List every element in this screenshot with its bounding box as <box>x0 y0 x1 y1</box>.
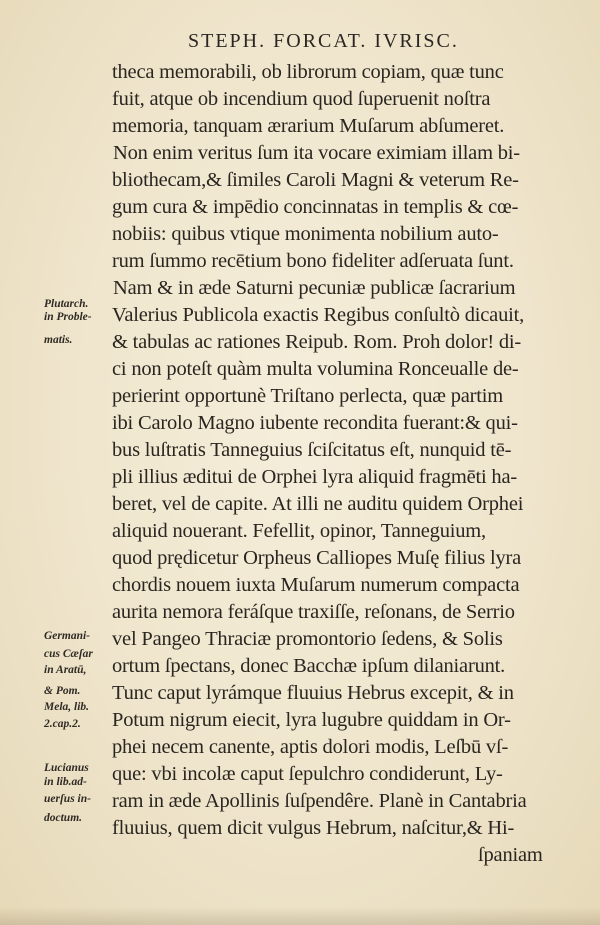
text-line: perierint opportunè Triſtano perlecta, quæ partim <box>112 385 504 407</box>
text-line: bliothecam,& ſimiles Caroli Magni & veterum Re- <box>112 169 519 191</box>
text-line: Tunc caput lyrámque fluuius Hebrus excepit, & in <box>112 682 514 704</box>
text-line: vel Pangeo Thraciæ promontorio ſedens, & Solis <box>112 628 503 650</box>
text-line: aliquid nouerant. Fefellit, opinor, Tanneguium, <box>112 520 486 542</box>
text-line: Non enim veritus ſum ita vocare eximiam illam bi- <box>113 142 520 164</box>
marginal-note: Mela, lib. <box>44 701 90 713</box>
marginal-note: Lucianus <box>44 762 89 774</box>
text-line: & tabulas ac rationes Reipub. Rom. Proh dolor! di- <box>112 331 522 353</box>
text-line: theca memorabili, ob librorum copiam, quæ tunc <box>112 61 504 83</box>
text-line: que: vbi incolæ caput ſepulchro condiderunt, Ly- <box>112 763 503 785</box>
text-line: bus luſtratis Tanneguius ſciſcitatus eſt, nunquid tē- <box>112 439 512 461</box>
text-line: fuit, atque ob incendium quod ſuperuenit noſtra <box>112 88 491 110</box>
text-line: beret, vel de capite. At illi ne auditu quidem Orphei <box>112 493 524 515</box>
text-line: ibi Carolo Magno iubente recondita fuerant:& qui- <box>112 412 518 434</box>
marginal-note: 2.cap.2. <box>44 718 81 730</box>
marginal-note: uerſus in- <box>44 793 91 805</box>
marginal-note: doctum. <box>44 812 83 824</box>
text-line: memoria, tanquam ærarium Muſarum abſumeret. <box>112 115 505 137</box>
marginal-note: cus Cæſar <box>44 648 93 660</box>
text-line: ortum ſpectans, donec Bacchæ ipſum dilaniarunt. <box>112 655 506 677</box>
marginal-note: in Proble- <box>44 311 92 323</box>
text-line: phei necem canente, aptis dolori modis, Leſbū vſ- <box>112 736 509 758</box>
text-line: fluuius, quem dicit vulgus Hebrum, naſcitur,& Hi- <box>112 817 515 839</box>
marginal-note: in Aratū, <box>44 664 87 676</box>
text-line: chordis nouem iuxta Muſarum numerum compacta <box>112 574 520 596</box>
marginal-note: Plutarch. <box>44 298 89 310</box>
text-line: Potum nigrum eiecit, lyra lugubre quiddam in Or- <box>112 709 511 731</box>
text-line: ci non poteſt quàm multa volumina Ronceualle de- <box>112 358 519 380</box>
page-edge-shadow <box>0 907 600 925</box>
marginal-note: matis. <box>44 334 73 346</box>
catchword: ſpaniam <box>478 844 543 866</box>
marginal-note: Germani- <box>44 630 90 642</box>
text-line: rum ſummo recētium bono fideliter adſeruata ſunt. <box>112 250 514 272</box>
text-line: nobiis: quibus vtique monimenta nobilium auto- <box>112 223 499 245</box>
running-head: STEPH. FORCAT. IVRISC. <box>188 30 459 52</box>
text-line: aurita nemora feráſque traxiſſe, reſonans, de Serrio <box>112 601 515 623</box>
marginal-note: in lib.ad- <box>44 776 87 788</box>
text-line: ram in æde Apollinis ſuſpendêre. Planè in Cantabria <box>112 790 527 812</box>
marginal-note: & Pom. <box>44 685 81 697</box>
text-line: quod prędicetur Orpheus Calliopes Muſę filius lyra <box>112 547 522 569</box>
text-line: Valerius Publicola exactis Regibus conſultò dicauit, <box>112 304 525 326</box>
text-line: pli illius æditui de Orphei lyra aliquid fragmēti ha- <box>112 466 518 488</box>
text-line: Nam & in æde Saturni pecuniæ publicæ ſacrarium <box>113 277 516 299</box>
text-line: gum cura & impēdio concinnatas in templis & cœ- <box>112 196 519 218</box>
